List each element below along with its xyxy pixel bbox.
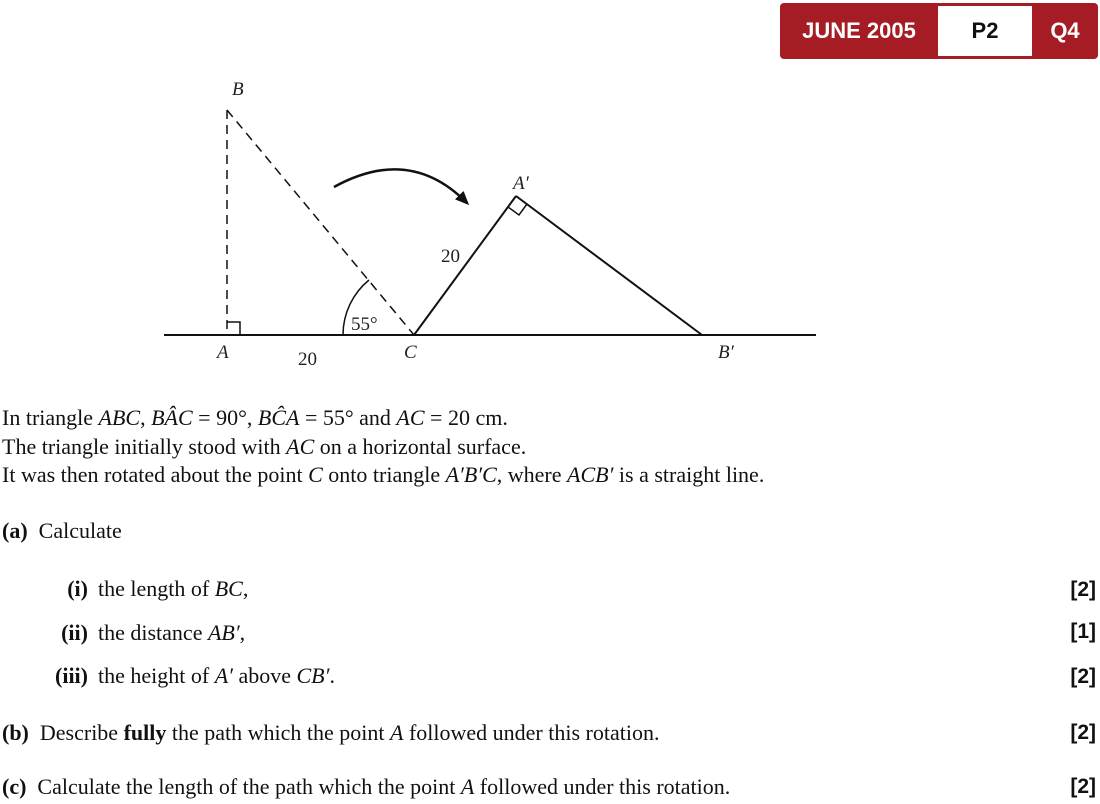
part-a-heading: (a) Calculate — [2, 518, 122, 543]
part-a-iii: (iii) the height of A′ above CB′. — [55, 663, 335, 688]
intro-line-2: The triangle initially stood with AC on a horizontal surface. — [2, 434, 527, 459]
side-length-label: 20 — [441, 246, 460, 267]
side-a-prime-b-prime — [516, 196, 702, 335]
side-bc-dashed — [227, 110, 414, 335]
part-a-i: (i) the length of BC, — [67, 576, 249, 601]
intro-line-3: It was then rotated about the point C onto triangle A′B′C, where ACB′ is a straight line. — [2, 462, 765, 487]
question-number: Q4 — [1050, 18, 1080, 43]
right-angle-a — [227, 322, 240, 335]
right-angle-a-prime — [508, 204, 527, 215]
label-a-prime: A′ — [513, 173, 529, 194]
marks-a-ii: [1] — [1070, 620, 1096, 643]
label-b-prime: B′ — [718, 342, 734, 363]
part-c: (c) Calculate the length of the path which the point A followed under this rotation. — [2, 774, 731, 799]
intro-line-1: In triangle ABC, BÂC = 90°, BĈA = 55° and AC = 20 cm. — [2, 405, 508, 430]
label-a: A — [217, 342, 229, 363]
marks-a-i: [2] — [1070, 578, 1096, 601]
part-b: (b) Describe fully the path which the point A followed under this rotation. — [2, 720, 660, 745]
marks-b: [2] — [1070, 721, 1096, 744]
exam-date: JUNE 2005 — [802, 18, 916, 43]
angle-label: 55° — [351, 314, 378, 335]
label-b: B — [232, 79, 244, 100]
base-length-label: 20 — [298, 349, 317, 370]
rotation-arrow — [334, 169, 467, 203]
part-a-ii: (ii) the distance AB′, — [61, 620, 246, 645]
paper-number: P2 — [938, 6, 1032, 56]
marks-c: [2] — [1070, 775, 1096, 798]
rotation-diagram — [0, 0, 1100, 400]
label-c: C — [404, 342, 417, 363]
side-ca-prime — [414, 196, 516, 335]
marks-a-iii: [2] — [1070, 665, 1096, 688]
